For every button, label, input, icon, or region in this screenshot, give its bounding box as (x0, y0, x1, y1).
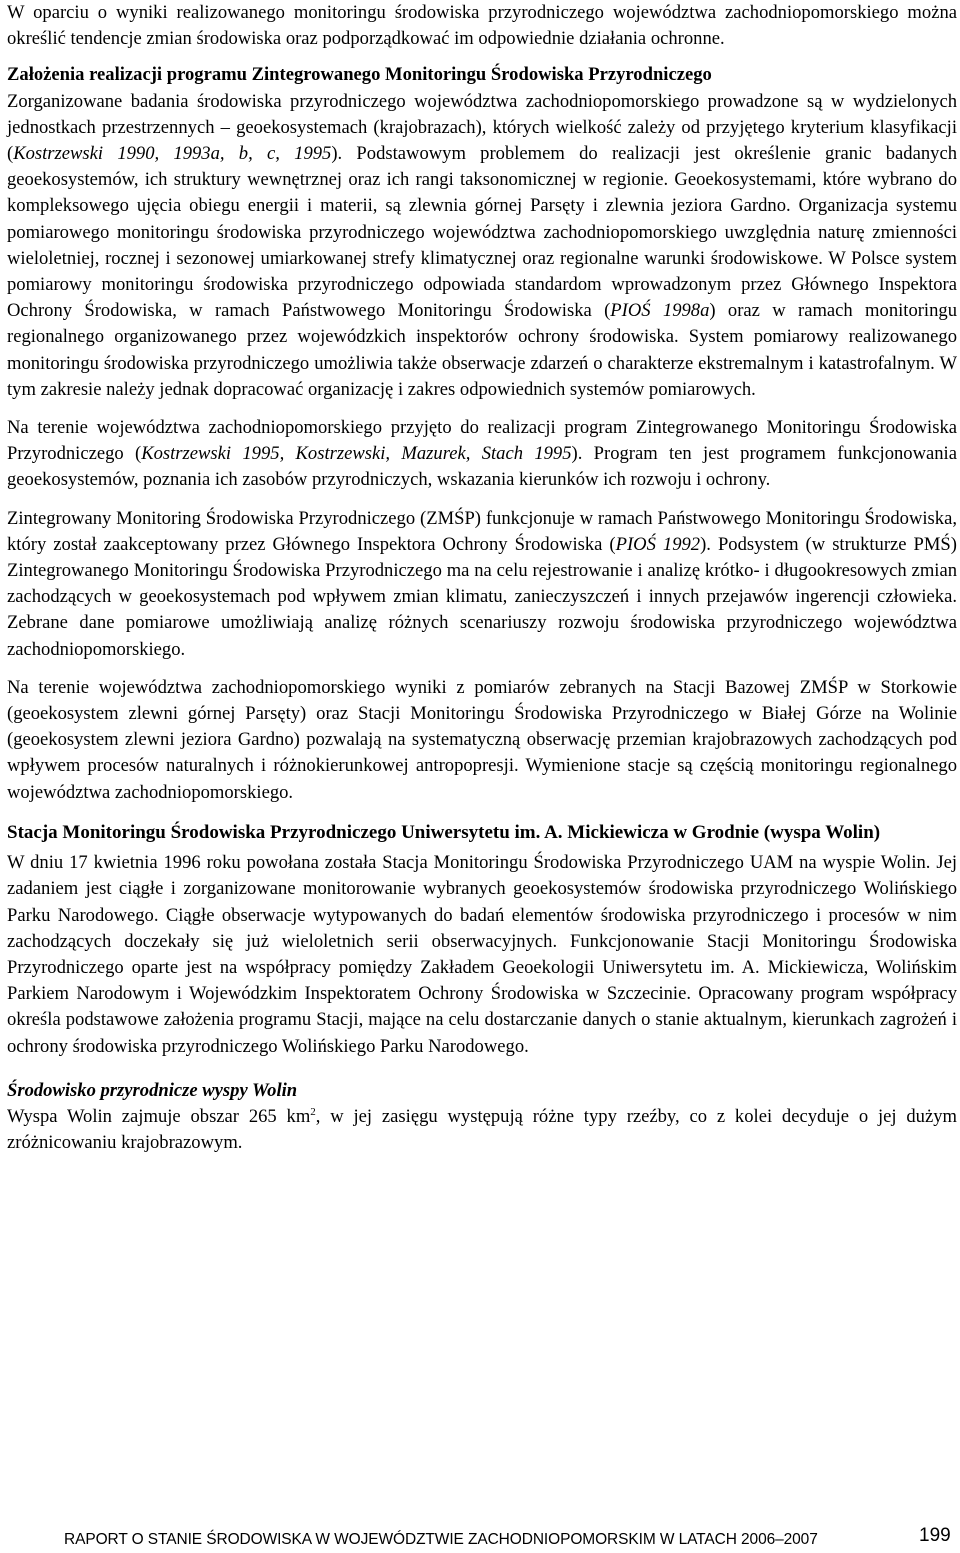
page-number: 199 (919, 1525, 951, 1546)
paragraph-stacja-wolin: W dniu 17 kwietnia 1996 roku powołana została Stacja Monitoringu Środowiska Przyrodniczego UAM na wyspie Wolin. Jej zadaniem jest ciągłe i zorganizowane monitorowanie wybranych geoekosystemów środowiska przyrodniczego Wolińskiego Parku Narodowego. Ciągłe obserwacje wytypowanych do badań elementów środowiska przyrodniczego i procesów w nim zachodzących doczekały się już wieloletnich serii obserwacyjnych. Funkcjonowanie Stacji Monitoringu Środowiska Przyrodniczego oparte jest na współpracy pomiędzy Zakładem Geoekologii Uniwersytetu im. A. Mickiewicza, Wolińskim Parkiem Narodowym i Wojewódzkim Inspektoratem Ochrony Środowiska w Szczecinie. Opracowany program współpracy określa podstawowe założenia programu Stacji, mające na celu dostarczanie danych o stanie aktualnym, kierunkach zagrożeń i ochrony środowiska przyrodniczego Wolińskiego Parku Narodowego. (7, 852, 957, 1057)
intro-paragraph: W oparciu o wyniki realizowanego monitoringu środowiska przyrodniczego województwa zachodniopomorskiego można określić tendencje zmian środowiska oraz podporządkować im odpowiednie działania ochronne. (7, 2, 957, 50)
running-footer: RAPORT O STANIE ŚRODOWISKA W WOJEWÓDZTWIE ZACHODNIOPOMORSKIM W LATACH 2006–2007 (64, 1531, 818, 1548)
section-heading-wolin: Środowisko przyrodnicze wyspy Wolin (7, 1079, 298, 1101)
section-heading-stacja: Stacja Monitoringu Środowiska Przyrodniczego Uniwersytetu im. A. Mickiewicza w Grodnie (wyspa Wolin) (7, 821, 881, 843)
paragraph-text: ). Program ten jest programem funkcjonowania geoekosystemów, poznania ich zasobów przyrodniczych, wskazania kierunków ich rozwoju i ochrony. (7, 443, 957, 491)
paragraph-program (7, 415, 957, 494)
paragraph-text: ). Podstawowym problemem do realizacji jest określenie granic badanych geoekosystemów, ich struktury wewnętrznej oraz ich rangi taksonomicznej w regionie. Geoekosystemami, które wybrano do kompleksowego ujęcia obiegu energii i materii, są zlewnia górnej Parsęty i zlewnia jeziora Gardno. Organizacja systemu pomiarowego monitoringu środowiska przyrodniczego województwa zachodniopomorskiego uwzględnia naturę zmienności wieloletniej, rocznej i sezonowej umiarkowanej strefy klimatycznej oraz regionalne warunki środowiskowe. W Polsce system pomiarowy monitoringu środowiska przyrodniczego odpowiada standardom wprowadzonym przez Głównego Inspektora Ochrony Środowiska, w ramach Państwowego Monitoringu Środowiska ( (7, 143, 957, 322)
citation: Kostrzewski 1990, 1993a, b, c, 1995 (13, 143, 332, 165)
paragraph-text: Zorganizowane badania środowiska przyrodniczego województwa zachodniopomorskiego prowadzone są w wydzielonych jednostkach przestrzennych – geoekosystemach (krajobrazach), których wielkość zależy od przyjętego kryterium klasyfikacji ( (7, 90, 957, 165)
paragraph-text: Na terenie województwa zachodniopomorskiego przyjęto do realizacji program Zintegrowanego Monitoringu Środowiska Przyrodniczego ( (7, 417, 957, 465)
document-page (7, 0, 957, 1156)
paragraph-geoekosystemy (7, 89, 957, 403)
section-heading-zmsp: Założenia realizacji programu Zintegrowanego Monitoringu Środowiska Przyrodniczego (7, 64, 712, 86)
citation: PIOŚ 1992 (615, 533, 701, 555)
paragraph-stacje: Na terenie województwa zachodniopomorskiego wyniki z pomiarów zebranych na Stacji Bazowej ZMŚP w Storkowie (geoekosystem zlewni górnej Parsęty) oraz Stacji Monitoringu Środowiska Przyrodniczego w Białej Górze na Wolinie (geoekosystem zlewni jeziora Gardno) pozwalają na systematyczną obserwację przemian krajobrazowych zachodzących pod wpływem procesów naturalnych i różnokierunkowej antropopresji. Wymienione stacje są częścią monitoringu regionalnego województwa zachodniopomorskiego. (7, 676, 957, 803)
paragraph-text: Zintegrowany Monitoring Środowiska Przyrodniczego (ZMŚP) funkcjonuje w ramach Państwowego Monitoringu Środowiska, który został zaakceptowany przez Głównego Inspektora Ochrony Środowiska ( (7, 507, 957, 555)
citation: Kostrzewski 1995, Kostrzewski, Mazurek, Stach 1995 (141, 443, 572, 465)
paragraph-wyspa-wolin (7, 1104, 957, 1156)
citation: PIOŚ 1998a (610, 300, 710, 322)
paragraph-text: ) oraz w ramach monitoringu regionalnego organizowanego przez wojewódzkich inspektorów ochrony środowiska. System pomiarowy realizowanego monitoringu środowiska przyrodniczego umożliwia także obserwacje zdarzeń o charakterze ekstremalnym i katastrofalnym. W tym zakresie należy jednak dopracować organizację i zakres odpowiednich systemów pomiarowych. (7, 300, 957, 400)
paragraph-text: Wyspa Wolin zajmuje obszar 265 km (7, 1105, 311, 1127)
superscript: 2 (310, 1105, 316, 1118)
paragraph-text: ). Podsystem (w strukturze PMŚ) Zintegrowanego Monitoringu Środowiska Przyrodniczego ma na celu rejestrowanie i analizę krótko- i długookresowych zmian zachodzących w geoekosystemach pod wpływem zmian klimatu, zanieczyszczeń i innych przejawów ingerencji człowieka. Zebrane dane pomiarowe umożliwiają analizę różnych scenariuszy rozwoju środowiska przyrodniczego województwa zachodniopomorskiego. (7, 533, 957, 660)
paragraph-text: , w jej zasięgu występują różne typy rzeźby, co z kolei decyduje o jej dużym zróżnicowaniu krajobrazowym. (7, 1105, 957, 1154)
paragraph-zmsp (7, 506, 957, 663)
